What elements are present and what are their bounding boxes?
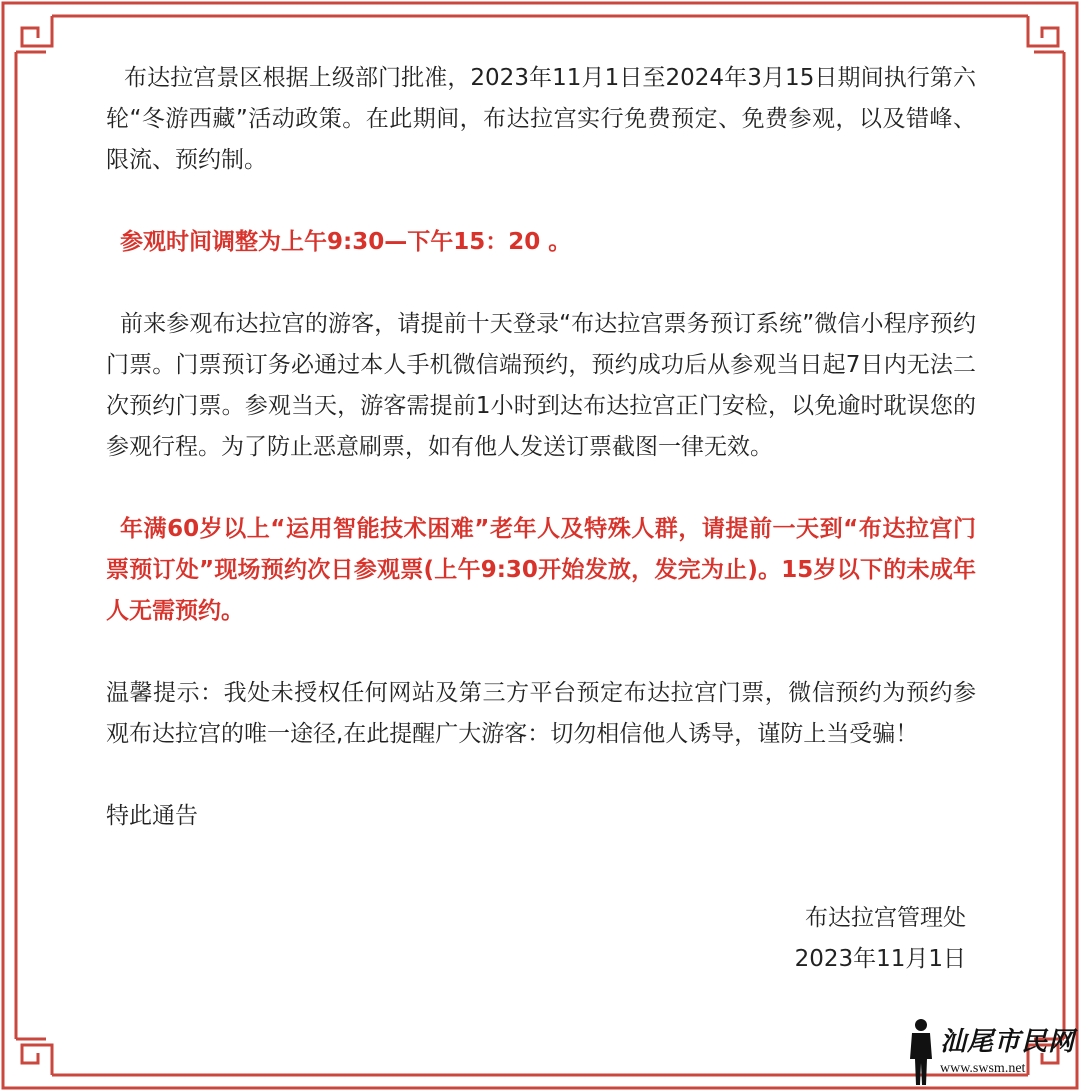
- site-watermark: [906, 1017, 1074, 1087]
- notice-signer: 布达拉宫管理处: [805, 905, 966, 931]
- watermark-url: www.swsm.net: [940, 1061, 1026, 1076]
- notice-body: [106, 58, 976, 980]
- notice-paragraph-elderly: 年满60岁以上“运用智能技术困难”老年人及特殊人群，请提前一天到“布达拉宫门票预订处”现场预约次日参观票(上午9:30开始发放，发完为止)。15岁以下的未成年人无需预约。: [106, 516, 976, 624]
- notice-paragraph-policy: 布达拉宫景区根据上级部门批准，2023年11月1日至2024年3月15日期间执行第六轮“冬游西藏”活动政策。在此期间，布达拉宫实行免费预定、免费参观，以及错峰、限流、预约制。: [106, 65, 976, 173]
- notice-paragraph-visiting-hours: 参观时间调整为上午9:30—下午15：20 。: [120, 229, 572, 255]
- person-silhouette-icon: [906, 1017, 936, 1087]
- watermark-site-name: 汕尾市民网: [940, 1027, 1076, 1057]
- notice-date: 2023年11月1日: [794, 946, 966, 972]
- notice-closing: 特此通告: [106, 803, 198, 829]
- notice-paragraph-warning: 温馨提示：我处未授权任何网站及第三方平台预定布达拉宫门票，微信预约为预约参观布达拉宫的唯一途径,在此提醒广大游客：切勿相信他人诱导，谨防上当受骗！: [106, 680, 976, 747]
- notice-paragraph-booking: 前来参观布达拉宫的游客，请提前十天登录“布达拉宫票务预订系统”微信小程序预约门票。门票预订务必通过本人手机微信端预约，预约成功后从参观当日起7日内无法二次预约门票。参观当天，游客需提前1小时到达布达拉宫正门安检，以免逾时耽误您的参观行程。为了防止恶意刷票，如有他人发送订票截图一律无效。: [106, 311, 976, 460]
